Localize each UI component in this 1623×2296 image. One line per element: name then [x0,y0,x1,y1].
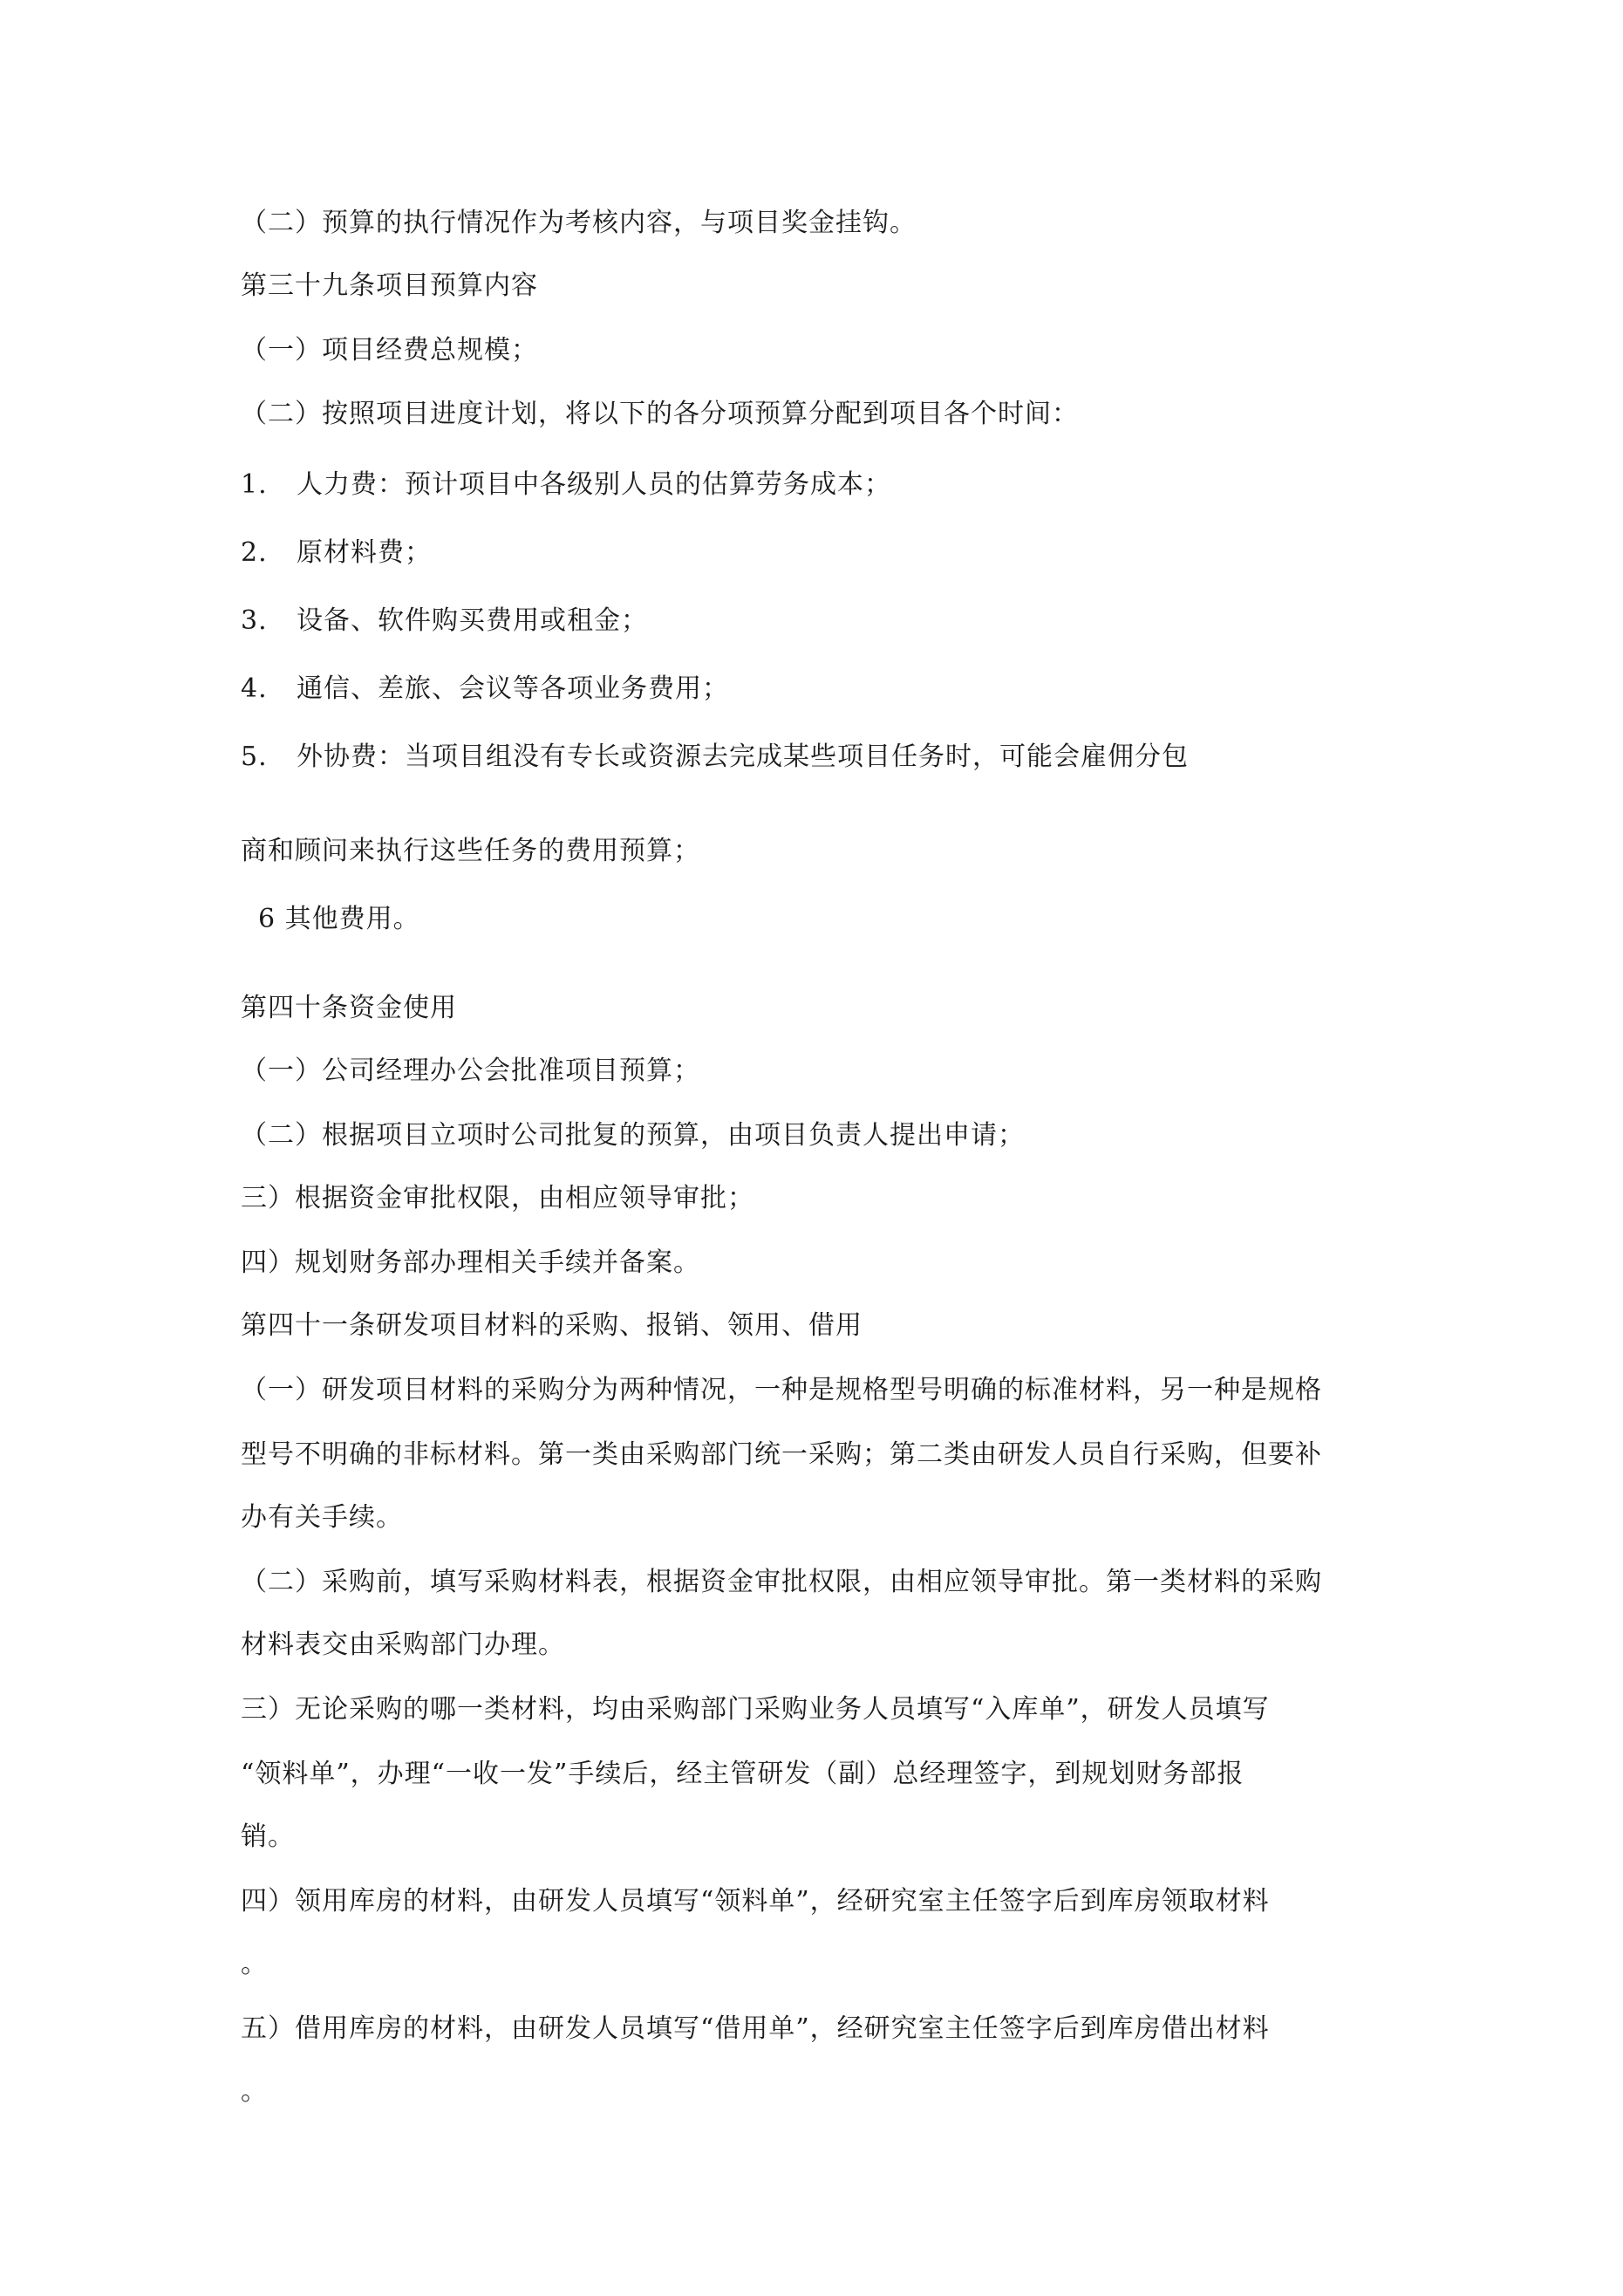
list-item [241,537,432,569]
list-item [241,605,648,637]
list-text: 原材料费； [297,537,432,568]
paragraph-line: （二）预算的执行情况作为考核内容，与项目奖金挂钩。 [241,208,917,238]
list-text: 通信、差旅、会议等各项业务费用； [297,673,729,704]
paragraph-line: （一）研发项目材料的采购分为两种情况，一种是规格型号明确的标准材料，另一种是规格 [241,1375,1322,1405]
article-heading: 第四十条资金使用 [241,993,457,1023]
paragraph-line: （一）项目经费总规模； [241,335,538,366]
list-number: 5. [241,741,268,772]
list-number: 2. [241,537,268,568]
paragraph-line: 材料表交由采购部门办理。 [241,1630,565,1660]
paragraph-line: 四）领用库房的材料，由研发人员填写“领料单”，经研究室主任签字后到库房领取材料 [241,1886,1270,1917]
list-text: 设备、软件购买费用或租金； [297,605,648,636]
paragraph-line: 三）无论采购的哪一类材料，均由采购部门采购业务人员填写“入库单”，研发人员填写 [241,1694,1270,1725]
list-number: 4. [241,673,268,704]
list-number: 3. [241,605,268,636]
paragraph-line: 。 [241,2076,268,2107]
list-item [241,469,891,501]
paragraph-line: （二）采购前，填写采购材料表，根据资金审批权限，由相应领导审批。第一类材料的采购 [241,1567,1322,1597]
paragraph-line: 四）规划财务部办理相关手续并备案。 [241,1247,700,1278]
list-text: 人力费：预计项目中各级别人员的估算劳务成本； [297,469,891,500]
paragraph-line: （二）按照项目进度计划，将以下的各分项预算分配到项目各个时间： [241,399,1079,429]
paragraph-line: 五）借用库房的材料，由研发人员填写“借用单”，经研究室主任签字后到库房借出材料 [241,2013,1270,2044]
paragraph-line: 型号不明确的非标材料。第一类由采购部门统一采购；第二类由研发人员自行采购，但要补 [241,1439,1322,1470]
paragraph-line: 销。 [241,1821,295,1852]
paragraph-line: （二）根据项目立项时公司批复的预算，由项目负责人提出申请； [241,1120,1025,1151]
paragraph-line: 三）根据资金审批权限，由相应领导审批； [241,1183,754,1213]
paragraph-line: “领料单”，办理“一收一发”手续后，经主管研发（副）总经理签字，到规划财务部报 [241,1759,1245,1789]
paragraph-line: 6 其他费用。 [258,904,420,934]
paragraph-line: 商和顾问来执行这些任务的费用预算； [241,836,700,866]
paragraph-line: 。 [241,1949,268,1979]
list-item [241,673,729,705]
list-item [241,741,1189,773]
article-heading: 第三十九条项目预算内容 [241,270,538,301]
list-number: 1. [241,469,268,500]
paragraph-line: （一）公司经理办公会批准项目预算； [241,1056,700,1086]
list-text: 外协费：当项目组没有专长或资源去完成某些项目任务时，可能会雇佣分包 [297,741,1189,772]
article-heading: 第四十一条研发项目材料的采购、报销、领用、借用 [241,1310,863,1341]
paragraph-line: 办有关手续。 [241,1502,403,1533]
